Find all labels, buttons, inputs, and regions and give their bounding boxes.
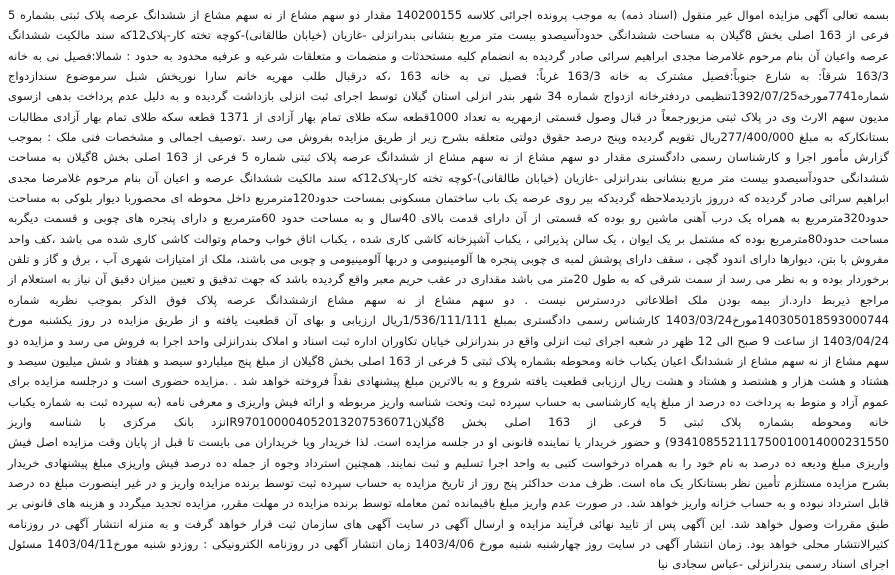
- auction-notice-body: بسمه تعالی آگهی مزایده اموال غیر منقول (اسناد ذمه) به موجب پرونده اجرائی کلاسه 140200155 مقدار دو سهم مشاع از نه سهم مشاع از ششدانگ عرصه پلاک ثبتی بشماره 5 فرعی از 163 اصلی بخش 8گیلان به مساحت ششدانگی حدودآسیصدو بیست متر مربع بنشانی بندرانزلی -غازیان (خیابان طالقانی)-کوچه تخته کار-پلاک12که سند مالکیت ششدانگ عرصه واعیان آن بنام مرحوم غلامرضا مجدی ابراهیم سرائی صادر گردیده به انضمام کلیه مستحدثات و منضمات و متعلقات شرعیه و عرفیه محدود به حدود : شمالا:فصیل نی به خانه 163/3 شرقاً: به شارع جنوباً:فصیل مشترک به خانه 163/3 غرباً: فصیل نی به خانه 163 ،که درقبال طلب مهریه خانم سارا نوریخش شبل سرموضوع سندازدواج شماره7741مورخه1392/07/25تنظیمی دردفترخانه ازدواج شماره 34 شهر بندر انزلی استان گیلان توسط اجرای ثبت انزلی بازداشت گردیده و به دلیل عدم پرداخت بدهی ازسوی مدیون سهم الارث وی در پلاک ثبتی مزبورجمعاً در قبال وصول قسمتی ازمهریه به تعداد 1000قطعه سکه طلای تمام بهار آزادی از 1371 قطعه سکه طلای تمام بهار آزادی مطالبات بستانکارکه به مبلغ 277/400/000ریال تقویم گردیده وپنج درصد حقوق دولتی متعلقه بشرح زیر از طریق مزایده بفروش می رسد .توصیف اجمالی و مشخصات فنی ملک : بموجب گزارش مأمور اجرا و کارشناسان رسمی دادگستری مقدار دو سهم مشاع از نه سهم مشاع از ششدانگ عرصه پلاک ثبتی شماره 5 فرعی از 163 اصلی بخش 8گیلان به مساحت ششدانگی حدودآسیصدو بیست متر مربع بنشانی بندرانزلی -غازیان (خیابان طالقانی)-کوچه تخته کار-پلاک12که سند مالکیت ششدانگ عرصه و اعیان آن بنام مرحوم غلامرضا مجدی ابراهیم سرائی صادر گردیده که درروز بازدیدملاحظه گردیدکه بیر روی عرصه یک باب ساختمان مسکونی بمساحت حدود120مترمربع داخل محوطه ای محصوربا دیوار بلوکی به مساحت حدود320مترمربع به همراه یک درب آهنی ماشین رو بوده که قسمتی از آن دارای قدمت بالای 40سال و به مساحت حدود 60مترمربع و دارای پنجره های چوبی و قسمت دیگربه مساحت حدود80مترمربع بوده که مشتمل بر یک ایوان ، یک سالن پذیرائی ، یکباب آشپزخانه کاشی کاری شده ، یکباب اتاق خواب وحمام وتوالت کاشی کاری شده می باشد ،کف واحد مفروش با بتن، دیوارها دارای اندود گچی ، سقف دارای پوشش لمبه ی چوبی پنجره ها آلومینیومی و دربها آلومینیومی و چوبی می باشند، ملک از امتیازات شهری آب ، برق و گاز و تلفن برخوردار بوده و به نظر می رسد از سمت شرقی که به طول 20متر می باشد مقداری در عقب حریم معبر واقع گردیده باشد که جهت تدقیق و تعیین میزان دقیق آن نیاز به استعلام از مراجع ذیربط دارد.از بیمه بودن ملک اطلاعاتی دردسترس نیست . دو سهم مشاع از نه سهم مشاع ازششدانگ عرصه پلاک فوق الذکر بموجب نظریه شماره 140305018593000744مورخ1403/03/24 کارشناس رسمی دادگستری بمبلغ 1/536/111/111ریال ارزیابی و بهای آن قطعیت یافته و از طریق مزایده در روز یکشنبه مورخ 1403/04/24 از ساعت 9 صبح الی 12 ظهر در شعبه اجرای ثبت انزلی واقع در بندرانزلی خیابان تکاوران اداره ثبت اسناد و املاک بندرانزلی واحد اجرا به فروش می رسد و مزایده دو سهم مشاع از نه سهم مشاع از ششدانگ اعیان یکباب خانه ومحوطه بشماره پلاک ثبتی 5 فرعی از 163 اصلی بخش 8گیلان از مبلغ پنج میلیاردو سیصد و هفتاد و شش میلیون سیصد و هشتاد و هشت هزار و هشتصد و هشتاد و هشت ریال ارزیابی قطعیت یافته شروع و به بالاترین مبلغ پیشنهادی نقداً فروخته خواهد شد . .مزایده حضوری است و درجلسه مزایده برای عموم آزاد و منوط به پرداخت ده درصد از مبلغ پایه کارشناسی به حساب سپرده ثبت وتحت شناسه واریز مربوطه و ارائه فیش واریزی و معرفی نامه (به سپرده ثبت به شماره یکباب خانه ومحوطه بشماره پلاک ثبتی 5 فرعی از 163 اصلی بخش 8گیلانIR970100004052013207536071نزد بانک مرکزی با شناسه واریز 934108552111750010014000231550) و حضور خریدار یا نماینده قانونی او در جلسه مزایده است. لذا خریدار ویا خریداران می بایست تا قبل از پایان وقت مزایده اصل فیش واریزی مبلغ ودیعه ده درصد به نام خود را به همراه درخواست کتبی به واحد اجرا تسلیم و ثبت نمایند. همچنین استرداد وجوه از جمله ده درصد فیش واریزی مبلغ پیشنهادی خریدار بشرح مزایده مستلزم تأمین نظر بستانکار یک ماه است. ظرف مدت حداکثر پنج روز از تاریخ مزایده به حساب سپرده ثبت توسط برنده مزایده واریز و در غیر اینصورت مبلغ ده درصد قابل استرداد نبوده و به حساب خزانه واریز خواهد شد. در صورت عدم واریز مبلغ باقیمانده ثمن معامله توسط برنده مزایده در مهلت مقرر، مزایده تجدید میگردد و هزینه های قانونی بر طبق مقررات وصول خواهد شد. این آگهی پس از تایید نهائی فرآیند مزایده و ارسال آگهی در سایت آگهی های سازمان ثبت قرار خواهد گرفت و به منزله انتشار آگهی در روزنامه کثیرالانتشار محلی خواهد بود. زمان انتشار آگهی در سایت روز چهارشنبه شنبه مورخ 1403/4/06 زمان انتشار آگهی در روزنامه الکترونیکی : روزدو شنبه مورخ1403/04/11 مسئول اجرای اسناد رسمی بندرانزلی -عباس سجادی نیا: [8, 8, 890, 572]
